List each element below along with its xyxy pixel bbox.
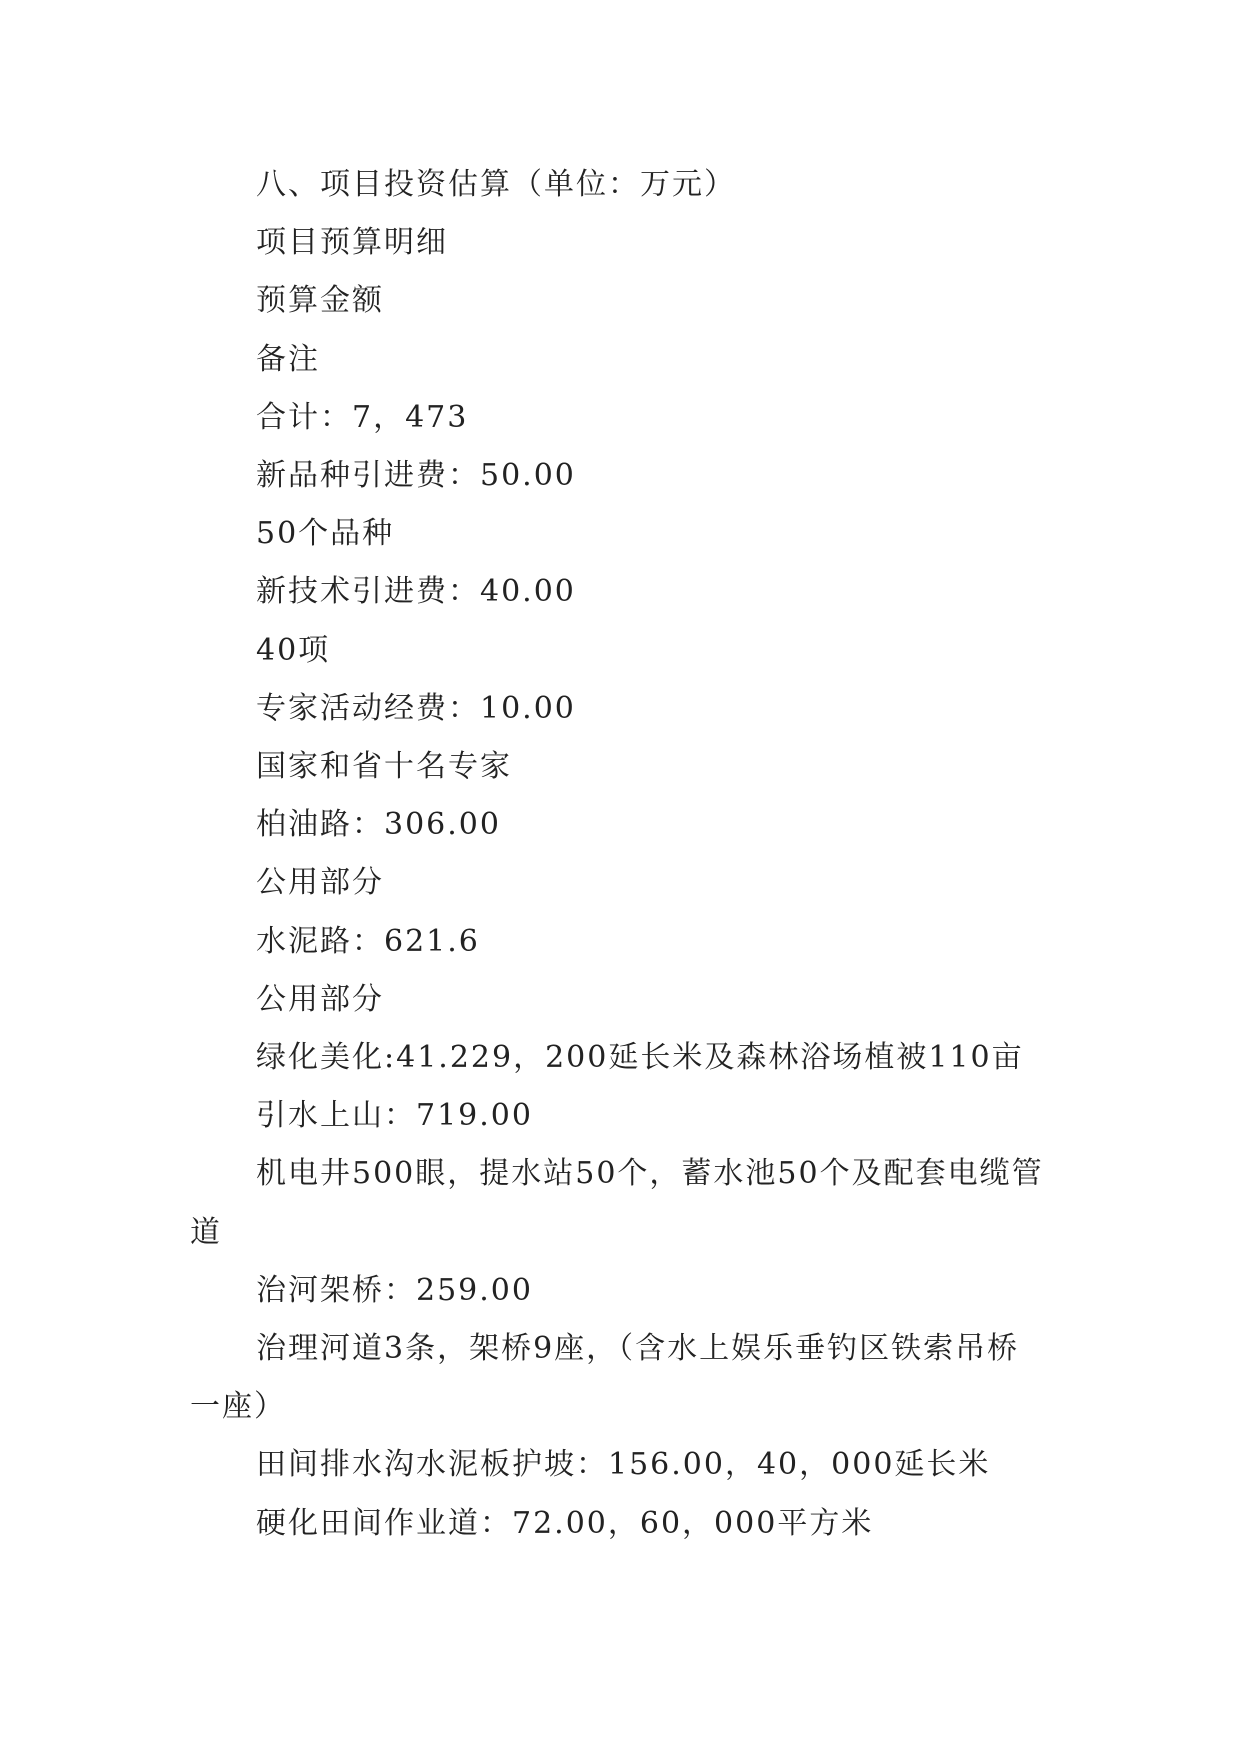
budget-item: 治河架桥：259.00 [256,1272,533,1308]
budget-note: 国家和省十名专家 [256,749,512,785]
budget-item: 引水上山：719.00 [256,1098,533,1134]
budget-note: 50个品种 [256,516,395,552]
table-header-amount: 预算金额 [256,283,384,319]
document-body [190,156,1050,1553]
budget-total: 合计：7，473 [256,399,469,435]
budget-item: 水泥路：621.6 [256,923,480,959]
budget-item: 专家活动经费：10.00 [256,690,576,726]
budget-note: 治理河道3条，架桥9座，（含水上娱乐垂钓区铁索吊桥一座） [190,1331,1020,1425]
table-header-note: 备注 [256,341,320,377]
budget-note: 40项 [256,632,331,668]
section-heading: 八、项目投资估算（单位：万元） [256,167,736,202]
budget-item: 绿化美化:41.229，200延长米及森林浴场植被110亩 [256,1040,1024,1076]
budget-item: 田间排水沟水泥板护坡：156.00，40，000延长米 [256,1447,991,1483]
budget-item: 新技术引进费：40.00 [256,574,576,610]
budget-note: 公用部分 [256,981,384,1017]
budget-note: 机电井500眼，提水站50个，蓄水池50个及配套电缆管道 [190,1156,1044,1250]
table-header-item: 项目预算明细 [256,225,448,261]
budget-note: 公用部分 [256,865,384,901]
budget-item: 柏油路：306.00 [256,807,501,843]
budget-item: 硬化田间作业道：72.00，60，000平方米 [256,1505,874,1541]
budget-item: 新品种引进费：50.00 [256,458,576,494]
